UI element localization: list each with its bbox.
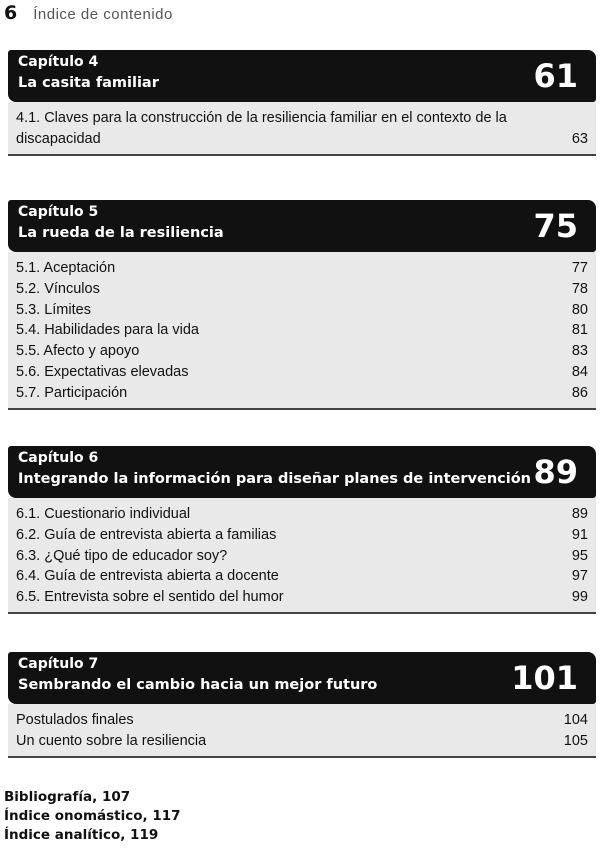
toc-entry-text: 5.2. Vínculos: [16, 280, 100, 297]
chapter-entries: [8, 704, 596, 758]
toc-entry-page: 95: [571, 547, 588, 564]
chapter-7: [8, 652, 596, 758]
toc-entry-page: 89: [571, 506, 588, 522]
back-matter: [4, 788, 181, 845]
chapter-entries: [8, 102, 596, 156]
toc-entry[interactable]: [16, 546, 588, 567]
toc-entry-page: 63: [571, 130, 588, 147]
page-number: 6: [4, 2, 18, 24]
toc-entry-text: 6.4. Guía de entrevista abierta a docente: [16, 568, 279, 585]
toc-entry-page: 77: [571, 260, 588, 276]
name-index-link[interactable]: Índice onomástico, 117: [4, 808, 181, 824]
toc-entry[interactable]: [16, 710, 588, 731]
chapter-title: La rueda de la resiliencia: [18, 225, 224, 241]
toc-entry-page: 97: [571, 568, 588, 585]
chapter-4: [8, 50, 596, 156]
chapter-page: 75: [533, 207, 578, 245]
chapter-label: Capítulo 4: [18, 54, 99, 70]
toc-entry-page: 91: [571, 526, 588, 543]
toc-entry-text: 4.1. Claves para la construcción de la resiliencia familiar en el contexto de la discapacidad: [16, 110, 507, 147]
toc-entry-text: 5.6. Expectativas elevadas: [16, 363, 189, 380]
toc-entry[interactable]: [16, 566, 588, 587]
toc-entry[interactable]: [16, 525, 588, 546]
toc-entry[interactable]: [16, 587, 588, 608]
subject-index-link[interactable]: Índice analítico, 119: [4, 827, 159, 843]
page-header: [4, 2, 173, 30]
chapter-page: 61: [533, 57, 578, 95]
running-title: Índice de contenido: [33, 6, 173, 23]
chapter-banner: [8, 50, 596, 102]
toc-entry[interactable]: [16, 362, 588, 383]
chapter-6: [8, 446, 596, 614]
chapter-banner: [8, 652, 596, 704]
toc-entry-text: 5.4. Habilidades para la vida: [16, 322, 199, 339]
toc-entry-text: 5.1. Aceptación: [16, 260, 116, 276]
chapter-label: Capítulo 6: [18, 450, 99, 466]
chapter-5: [8, 200, 596, 410]
toc-entry[interactable]: [16, 731, 588, 752]
chapter-title: La casita familiar: [18, 75, 159, 91]
chapter-entries: [8, 252, 596, 410]
toc-entry-page: 105: [563, 732, 588, 749]
toc-entry-text: Postulados finales: [16, 712, 134, 728]
chapter-banner: [8, 200, 596, 252]
chapter-title: Integrando la información para diseñar planes de intervención: [18, 471, 531, 487]
toc-entry-text: 5.7. Participación: [16, 384, 128, 401]
toc-entry-text: 5.3. Límites: [16, 301, 91, 318]
toc-entry-page: 80: [571, 301, 588, 318]
toc-entry-text: 5.5. Afecto y apoyo: [16, 343, 140, 360]
toc-entry[interactable]: [16, 279, 588, 300]
chapter-entries: [8, 498, 596, 614]
toc-entry-page: 83: [571, 343, 588, 360]
toc-entry-page: 81: [571, 322, 588, 339]
toc-entry-text: 6.5. Entrevista sobre el sentido del humor: [16, 589, 284, 606]
toc-entry-text: 6.3. ¿Qué tipo de educador soy?: [16, 547, 228, 564]
toc-entry[interactable]: [16, 320, 588, 341]
toc-entry-text: Un cuento sobre la resiliencia: [16, 732, 207, 749]
toc-entry[interactable]: [16, 504, 588, 525]
toc-entry-page: 104: [563, 712, 588, 728]
toc-entry[interactable]: [16, 300, 588, 321]
toc-entry[interactable]: [16, 258, 588, 279]
chapter-page: 101: [511, 659, 578, 697]
chapter-page: 89: [533, 453, 578, 491]
chapter-banner: [8, 446, 596, 498]
toc-entry-text: 6.1. Cuestionario individual: [16, 506, 191, 522]
toc-entry-text: 6.2. Guía de entrevista abierta a familias: [16, 526, 277, 543]
toc-entry-page: 78: [571, 280, 588, 297]
chapter-title: Sembrando el cambio hacia un mejor futuro: [18, 677, 378, 693]
chapter-label: Capítulo 7: [18, 656, 99, 672]
toc-entry-page: 84: [571, 363, 588, 380]
bibliography-link[interactable]: Bibliografía, 107: [4, 789, 131, 805]
toc-entry[interactable]: [16, 383, 588, 404]
toc-entry-page: 99: [571, 589, 588, 606]
toc-entry-page: 86: [571, 384, 588, 401]
chapter-label: Capítulo 5: [18, 204, 99, 220]
toc-entry[interactable]: [16, 108, 588, 150]
toc-entry[interactable]: [16, 341, 588, 362]
